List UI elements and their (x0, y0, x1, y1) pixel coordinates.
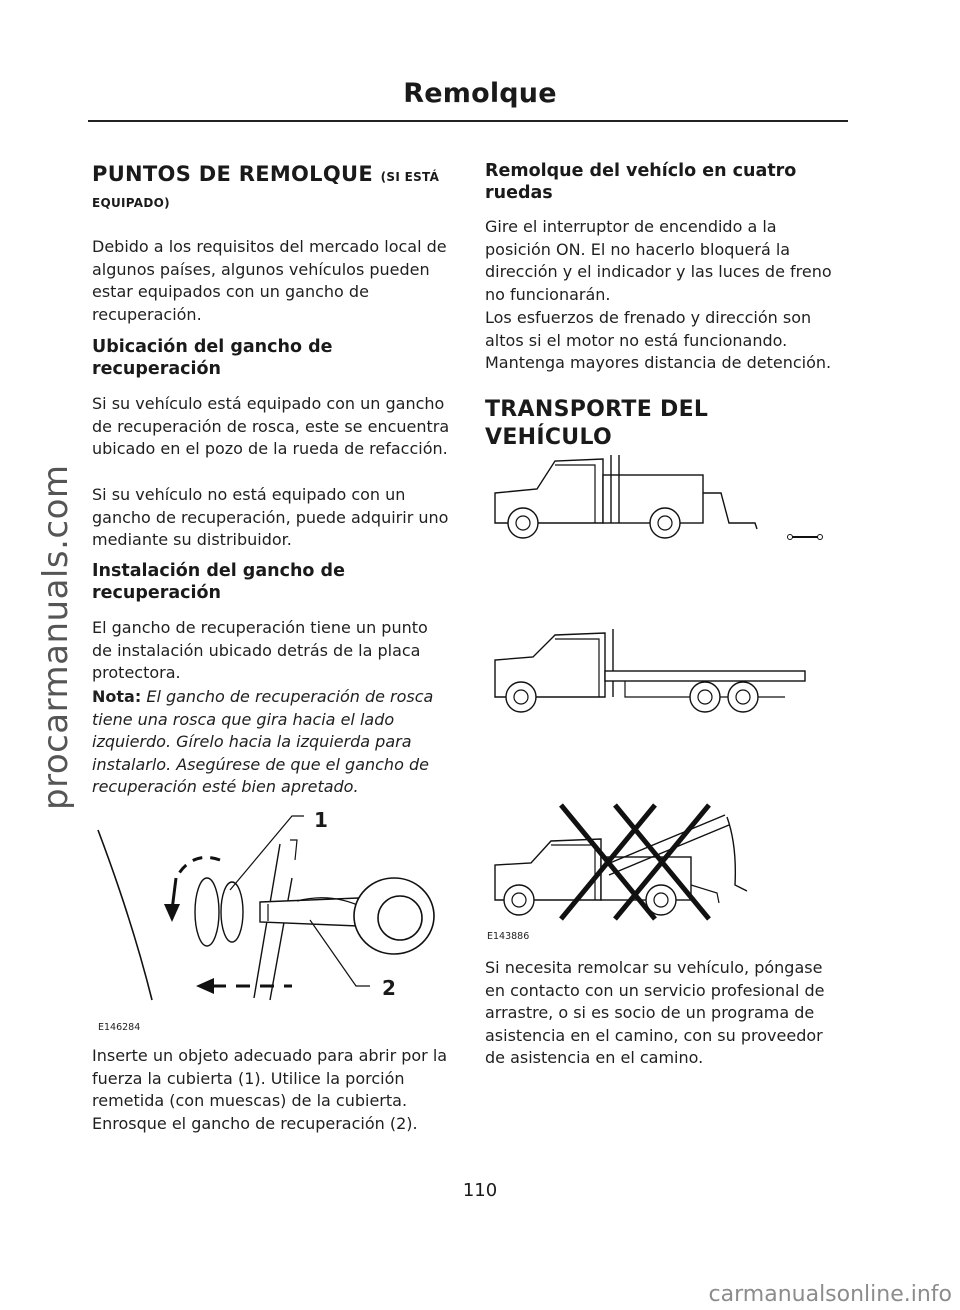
figure-code: E146284 (98, 1022, 141, 1033)
figure-code: E143886 (487, 931, 530, 942)
four-wheel-paragraph-1: Gire el interruptor de encendido a la posición ON. El no hacerlo bloquerá la dirección y el indicador y las luces de freno no funcionarán. (485, 217, 832, 304)
header-divider (88, 120, 848, 122)
page-title: Remolque (403, 78, 557, 109)
hook-location-paragraph-1: Si su vehículo está equipado con un gancho de recuperación de rosca, este se encuentra ubicado en el pozo de la rueda de refacción. (92, 394, 450, 458)
section-heading-vehicle-transport: TRANSPORTE DEL VEHÍCULO (485, 397, 709, 450)
intro-paragraph: Debido a los requisitos del mercado local de algunos países, algunos vehículos pueden estar equipados con un gancho de recuperación. (92, 237, 447, 324)
wheel-lift-tow-truck-icon (495, 455, 823, 540)
transport-paragraph: Si necesita remolcar su vehículo, póngase en contacto con un servicio profesional de arrastre, o si es socio de un programa de asistencia en el camino, con su proveedor de asistencia en el camino. (485, 958, 825, 1067)
note-text: El gancho de recuperación de rosca tiene una rosca que gira hacia el lado izquierdo. Gírelo hacia la izquierda para instalarlo. Asegúrese de que el gancho de recuperación esté bien apretado. (92, 687, 434, 796)
note-label: Nota: (92, 687, 142, 706)
flatbed-truck-icon (495, 629, 805, 712)
after-figure-paragraph: Inserte un objeto adecuado para abrir por la fuerza la cubierta (1). Utilice la porción remetida (con muescas) de la cubierta. Enrosque el gancho de recuperación (2). (92, 1046, 448, 1133)
page-number: 110 (462, 1180, 498, 1201)
hook-tow-truck-crossed-icon (495, 805, 747, 919)
note-block (92, 686, 450, 799)
heading-main: PUNTOS DE REMOLQUE (92, 162, 374, 186)
section-heading-towing-points (92, 160, 450, 191)
recovery-hook-diagram (92, 800, 450, 1040)
vehicle-transport-figure (485, 445, 843, 945)
heading-qualifier-cont: EQUIPADO) (92, 196, 170, 210)
subheading-four-wheel-towing: Remolque del vehíclo en cuatro ruedas (485, 161, 797, 203)
recovery-hook-figure (92, 800, 450, 1040)
heading-qualifier: (SI ESTÁ (380, 170, 440, 184)
subheading-hook-location: Ubicación del gancho de recuperación (92, 337, 333, 379)
hook-install-paragraph: El gancho de recuperación tiene un punto de instalación ubicado detrás de la placa protectora. (92, 618, 428, 682)
side-watermark: procarmanuals.com (36, 464, 76, 810)
four-wheel-paragraph-2: Los esfuerzos de frenado y dirección son altos si el motor no está funcionando. Mantenga mayores distancia de detención. (485, 308, 832, 372)
subheading-hook-install: Instalación del gancho de recuperación (92, 561, 345, 603)
callout-1: 1 (314, 808, 328, 832)
hook-location-paragraph-2: Si su vehículo no está equipado con un gancho de recuperación, puede adquirir uno mediante su distribuidor. (92, 485, 449, 549)
callout-2: 2 (382, 976, 396, 1000)
bottom-watermark: carmanualsonline.info (708, 1282, 952, 1307)
